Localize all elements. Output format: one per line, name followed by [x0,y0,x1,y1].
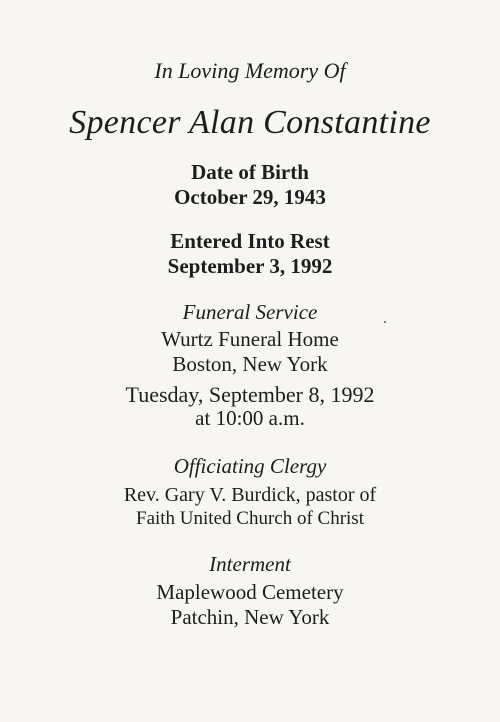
rest-label: Entered Into Rest [170,229,330,253]
service-label: Funeral Service [182,300,318,324]
clergy-line-1: Rev. Gary V. Burdick, pastor of [123,484,377,506]
service-date: Tuesday, September 8, 1992 [125,382,375,407]
service-time: at 10:00 a.m. [195,406,305,430]
intro-heading: In Loving Memory Of [154,58,346,83]
interment-label: Interment [209,552,291,576]
birth-date: October 29, 1943 [174,185,326,209]
interment-location: Patchin, New York [170,605,330,629]
service-location: Boston, New York [172,352,328,376]
rest-date: September 3, 1992 [167,254,333,278]
deceased-name: Spencer Alan Constantine [69,104,431,141]
interment-place: Maplewood Cemetery [156,580,344,604]
clergy-label: Officiating Clergy [173,454,327,478]
clergy-line-2: Faith United Church of Christ [136,508,364,529]
birth-label: Date of Birth [191,160,309,184]
paper-speck [384,321,386,323]
service-venue: Wurtz Funeral Home [161,327,339,351]
